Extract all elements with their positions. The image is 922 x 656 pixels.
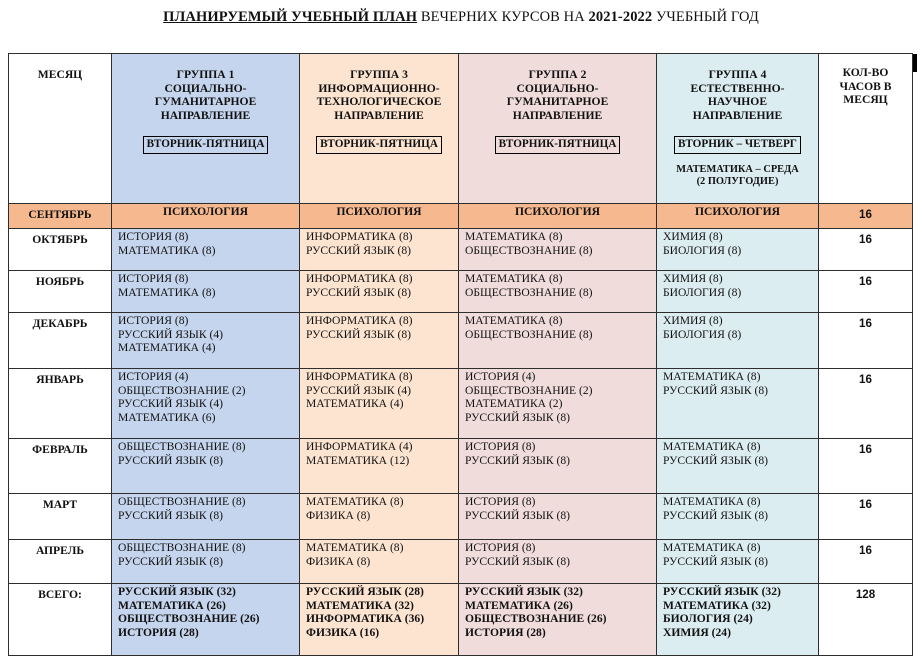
subject-entry: ОБЩЕСТВОЗНАНИЕ (8) [465,327,593,341]
subject-entry: ФИЗИКА (8) [306,554,371,568]
schedule-cell-group-2 [459,229,657,271]
scrollbar-thumb[interactable] [913,54,917,72]
subject-entry: МАТЕМАТИКА (8) [306,541,404,554]
subject-entry: РУССКИЙ ЯЗЫК (4) [118,327,224,341]
subject-entry: ФИЗИКА (8) [306,508,371,522]
schedule-days-box: ВТОРНИК-ПЯТНИЦА [316,136,442,154]
schedule-cell-group-1 [112,229,300,271]
subject-entry: МАТЕМАТИКА (4) [306,397,404,410]
subject-entry: МАТЕМАТИКА (26) [465,598,573,612]
schedule-cell-group-1 [112,204,300,229]
schedule-cell-group-2 [459,540,657,584]
subject-entry: РУССКИЙ ЯЗЫК (8) [663,383,769,397]
subject-entry: ХИМИЯ (8) [663,230,723,243]
month-column-header: МЕСЯЦ [9,54,112,204]
subject-entry: БИОЛОГИЯ (8) [663,327,742,341]
subject-entry: ИСТОРИЯ (8) [465,541,536,554]
schedule-cell-group-2 [459,369,657,439]
month-row [9,229,913,271]
month-row [9,439,913,494]
subject-entry: МАТЕМАТИКА (8) [118,285,216,299]
schedule-cell-group-2 [459,439,657,494]
month-name: ФЕВРАЛЬ [9,439,112,494]
subject-entry: МАТЕМАТИКА (8) [118,243,216,257]
subject-entry: МАТЕМАТИКА (32) [663,598,771,612]
subject-entry: МАТЕМАТИКА (8) [663,370,761,383]
subject-entry: МАТЕМАТИКА (8) [663,541,761,554]
schedule-days-box: ВТОРНИК-ПЯТНИЦА [495,136,621,154]
subject-entry: МАТЕМАТИКА (12) [306,453,410,467]
subject-entry: ИСТОРИЯ (8) [118,272,189,285]
subject-entry: ОБЩЕСТВОЗНАНИЕ (8) [465,285,593,299]
schedule-cell-group-4 [657,494,819,540]
monthly-hours: 16 [819,369,913,439]
monthly-hours: 16 [819,439,913,494]
monthly-hours: 16 [819,540,913,584]
subject-entry: ИНФОРМАТИКА (8) [306,230,413,243]
month-name: НОЯБРЬ [9,271,112,313]
subject-entry: ИНФОРМАТИКА (8) [306,370,413,383]
schedule-cell-group-3 [300,229,459,271]
total-row [9,584,913,656]
schedule-cell-group-1 [112,313,300,369]
subject-entry: ХИМИЯ (8) [663,314,723,327]
schedule-cell-group-2 [459,271,657,313]
subject-entry: ХИМИЯ (8) [663,272,723,285]
schedule-cell-group-4 [657,313,819,369]
subject-entry: ИСТОРИЯ (28) [118,625,199,639]
schedule-cell-group-3 [300,439,459,494]
subject-entry: ИСТОРИЯ (8) [465,440,536,453]
group-header-4: ГРУППА 4 ЕСТЕСТВЕННО- НАУЧНОЕ НАПРАВЛЕНИЕ ВТОРНИК – ЧЕТВЕРГ МАТЕМАТИКА – СРЕДА (2 ПОЛУГОДИЕ) [657,54,819,204]
monthly-hours: 16 [819,229,913,271]
subject-entry: ИСТОРИЯ (28) [465,625,546,639]
subject-entry: ФИЗИКА (16) [306,625,380,639]
schedule-cell-group-3 [300,204,459,229]
subject-entry: ОБЩЕСТВОЗНАНИЕ (26) [465,612,607,625]
subject-entry: РУССКИЙ ЯЗЫК (8) [306,285,412,299]
subject-entry: РУССКИЙ ЯЗЫК (32) [465,585,583,598]
month-row [9,271,913,313]
subject-entry: ИНФОРМАТИКА (4) [306,440,413,453]
month-name: АПРЕЛЬ [9,540,112,584]
schedule-cell-group-3 [300,494,459,540]
page-title [0,9,922,26]
month-row [9,494,913,540]
month-row [9,540,913,584]
subject-entry: МАТЕМАТИКА (8) [663,495,761,508]
schedule-cell-group-2 [459,494,657,540]
title-part-2: ВЕЧЕРНИХ КУРСОВ НА [417,9,589,25]
schedule-cell-group-2 [459,584,657,656]
subject-entry: РУССКИЙ ЯЗЫК (8) [306,243,412,257]
subject-entry: РУССКИЙ ЯЗЫК (8) [465,508,571,522]
subject-entry: ПСИХОЛОГИЯ [694,205,781,218]
schedule-cell-group-3 [300,584,459,656]
month-name: МАРТ [9,494,112,540]
subject-entry: ИСТОРИЯ (8) [465,495,536,508]
subject-entry: ОБЩЕСТВОЗНАНИЕ (26) [118,612,260,625]
month-name: ОКТЯБРЬ [9,229,112,271]
schedule-cell-group-3 [300,369,459,439]
total-hours: 128 [819,584,913,656]
group-header-2: ГРУППА 2 СОЦИАЛЬНО- ГУМАНИТАРНОЕ НАПРАВЛЕНИЕ ВТОРНИК-ПЯТНИЦА [459,54,657,204]
subject-entry: ОБЩЕСТВОЗНАНИЕ (2) [118,383,246,397]
schedule-cell-group-4 [657,271,819,313]
subject-entry: ИСТОРИЯ (4) [465,370,536,383]
title-part-1: ПЛАНИРУЕМЫЙ УЧЕБНЫЙ ПЛАН [163,9,418,25]
schedule-cell-group-2 [459,313,657,369]
schedule-cell-group-1 [112,369,300,439]
schedule-cell-group-1 [112,494,300,540]
subject-entry: РУССКИЙ ЯЗЫК (8) [118,453,224,467]
month-name: СЕНТЯБРЬ [9,204,112,229]
subject-entry: РУССКИЙ ЯЗЫК (8) [465,453,571,467]
schedule-cell-group-1 [112,271,300,313]
subject-entry: МАТЕМАТИКА (6) [118,410,216,424]
group-header-3: ГРУППА 3 ИНФОРМАЦИОННО- ТЕХНОЛОГИЧЕСКОЕ НАПРАВЛЕНИЕ ВТОРНИК-ПЯТНИЦА [300,54,459,204]
month-row [9,204,913,229]
schedule-cell-group-2 [459,204,657,229]
month-row [9,369,913,439]
schedule-cell-group-4 [657,540,819,584]
total-label: ВСЕГО: [9,584,112,656]
schedule-cell-group-3 [300,271,459,313]
subject-entry: ОБЩЕСТВОЗНАНИЕ (8) [118,440,246,453]
subject-entry: РУССКИЙ ЯЗЫК (32) [663,585,781,598]
subject-entry: РУССКИЙ ЯЗЫК (8) [663,453,769,467]
subject-entry: ПСИХОЛОГИЯ [162,205,249,218]
month-name: ДЕКАБРЬ [9,313,112,369]
subject-entry: РУССКИЙ ЯЗЫК (8) [663,554,769,568]
subject-entry: РУССКИЙ ЯЗЫК (8) [118,554,224,568]
schedule-days-box: ВТОРНИК-ПЯТНИЦА [143,136,269,154]
subject-entry: ОБЩЕСТВОЗНАНИЕ (2) [465,383,593,397]
subject-entry: ПСИХОЛОГИЯ [514,205,601,218]
group-header-1: ГРУППА 1 СОЦИАЛЬНО- ГУМАНИТАРНОЕ НАПРАВЛЕНИЕ ВТОРНИК-ПЯТНИЦА [112,54,300,204]
subject-entry: РУССКИЙ ЯЗЫК (8) [118,508,224,522]
subject-entry: МАТЕМАТИКА (8) [306,495,404,508]
schedule-cell-group-4 [657,439,819,494]
subject-entry: РУССКИЙ ЯЗЫК (32) [118,585,236,598]
subject-entry: РУССКИЙ ЯЗЫК (8) [465,410,571,424]
subject-entry: МАТЕМАТИКА (4) [118,341,216,354]
schedule-cell-group-1 [112,584,300,656]
header-row [9,54,913,204]
subject-entry: БИОЛОГИЯ (8) [663,243,742,257]
subject-entry: РУССКИЙ ЯЗЫК (4) [118,397,224,410]
hours-column-header: КОЛ-ВО ЧАСОВ В МЕСЯЦ [819,54,913,204]
monthly-hours: 16 [819,271,913,313]
subject-entry: РУССКИЙ ЯЗЫК (8) [306,327,412,341]
monthly-hours: 16 [819,313,913,369]
subject-entry: РУССКИЙ ЯЗЫК (4) [306,383,412,397]
schedule-cell-group-3 [300,540,459,584]
schedule-cell-group-3 [300,313,459,369]
month-row [9,313,913,369]
subject-entry: РУССКИЙ ЯЗЫК (28) [306,585,424,598]
title-part-4: УЧЕБНЫЙ ГОД [652,9,759,25]
subject-entry: ПСИХОЛОГИЯ [336,205,422,218]
subject-entry: МАТЕМАТИКА (8) [663,440,761,453]
subject-entry: ИНФОРМАТИКА (8) [306,272,413,285]
subject-entry: МАТЕМАТИКА (8) [465,314,563,327]
subject-entry: МАТЕМАТИКА (32) [306,598,414,612]
subject-entry: МАТЕМАТИКА (8) [465,230,563,243]
title-year: 2021-2022 [588,9,653,25]
schedule-cell-group-1 [112,540,300,584]
subject-entry: РУССКИЙ ЯЗЫК (8) [465,554,571,568]
subject-entry: МАТЕМАТИКА (26) [118,598,226,612]
subject-entry: ОБЩЕСТВОЗНАНИЕ (8) [118,541,246,554]
subject-entry: РУССКИЙ ЯЗЫК (8) [663,508,769,522]
subject-entry: ИСТОРИЯ (8) [118,314,189,327]
schedule-cell-group-1 [112,439,300,494]
schedule-note: МАТЕМАТИКА – СРЕДА (2 ПОЛУГОДИЕ) [676,163,799,187]
subject-entry: ИНФОРМАТИКА (36) [306,612,425,625]
monthly-hours: 16 [819,204,913,229]
subject-entry: БИОЛОГИЯ (8) [663,285,742,299]
subject-entry: МАТЕМАТИКА (8) [465,272,563,285]
schedule-cell-group-4 [657,229,819,271]
subject-entry: БИОЛОГИЯ (24) [663,612,753,625]
subject-entry: ХИМИЯ (24) [663,625,731,639]
schedule-days-box: ВТОРНИК – ЧЕТВЕРГ [674,136,801,154]
schedule-cell-group-4 [657,584,819,656]
subject-entry: ИНФОРМАТИКА (8) [306,314,413,327]
curriculum-table [8,53,913,656]
monthly-hours: 16 [819,494,913,540]
subject-entry: ОБЩЕСТВОЗНАНИЕ (8) [118,495,246,508]
subject-entry: ИСТОРИЯ (8) [118,230,189,243]
schedule-cell-group-4 [657,369,819,439]
subject-entry: ОБЩЕСТВОЗНАНИЕ (8) [465,243,593,257]
subject-entry: ИСТОРИЯ (4) [118,370,189,383]
month-name: ЯНВАРЬ [9,369,112,439]
subject-entry: МАТЕМАТИКА (2) [465,397,563,410]
schedule-cell-group-4 [657,204,819,229]
